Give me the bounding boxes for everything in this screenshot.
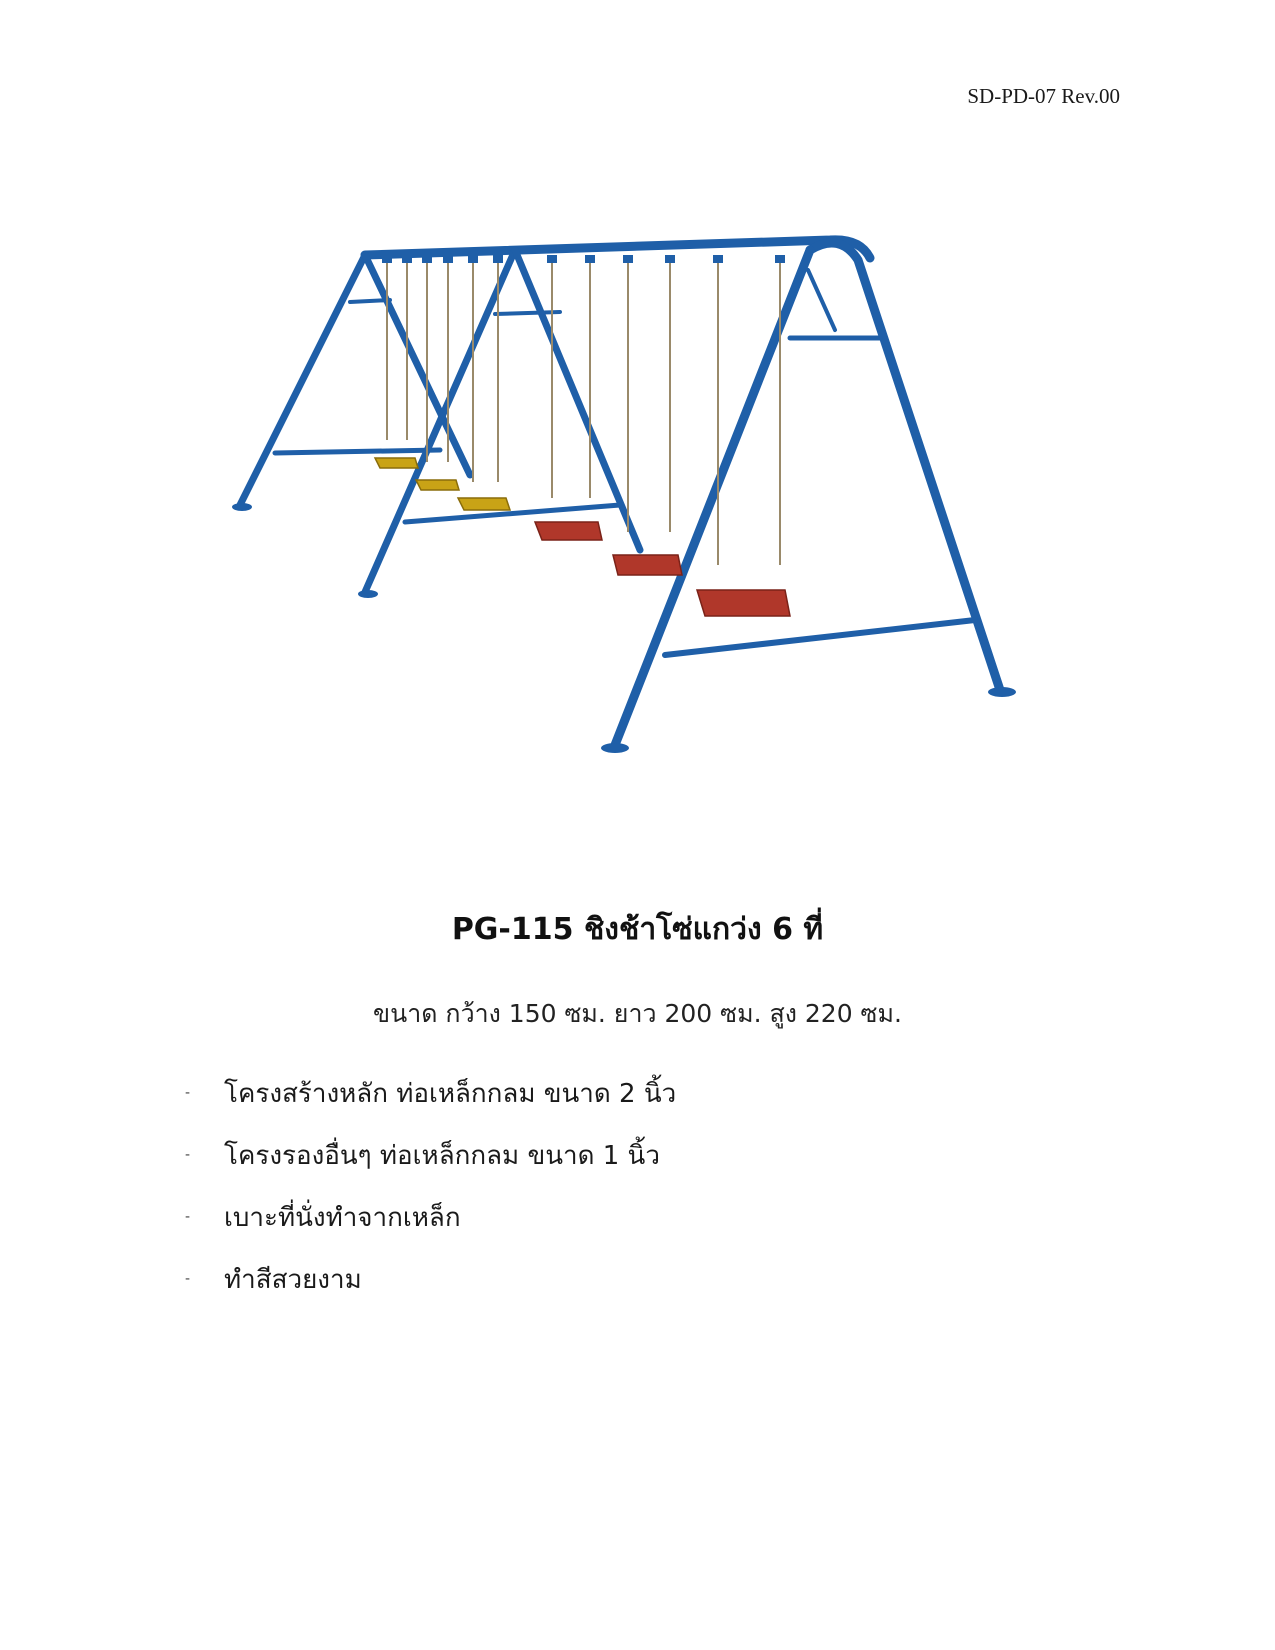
frame-brace bbox=[350, 300, 390, 302]
hanger bbox=[775, 255, 785, 263]
hanger bbox=[547, 255, 557, 263]
red-seat bbox=[535, 522, 602, 540]
frame-brace bbox=[808, 270, 835, 330]
product-dimensions: ขนาด กว้าง 150 ซม. ยาว 200 ซม. สูง 220 ซม. bbox=[373, 999, 902, 1028]
hanger bbox=[713, 255, 723, 263]
red-seat bbox=[613, 555, 682, 575]
list-item bbox=[185, 1248, 676, 1310]
hanger bbox=[443, 255, 453, 263]
frame-leg bbox=[240, 255, 365, 505]
hanger bbox=[585, 255, 595, 263]
feature-text: เบาะที่นั่งทำจากเหล็ก bbox=[224, 1202, 461, 1233]
product-title: PG-115 ชิงช้าโซ่แกว่ง 6 ที่ bbox=[451, 912, 824, 947]
feature-text: ทำสีสวยงาม bbox=[224, 1264, 362, 1295]
yellow-seat bbox=[458, 498, 510, 510]
hanger bbox=[422, 255, 432, 263]
swing-set-image bbox=[230, 230, 1090, 800]
yellow-seat bbox=[416, 480, 459, 490]
frame-foot bbox=[358, 590, 378, 598]
top-beam bbox=[365, 240, 870, 258]
hanger bbox=[468, 255, 478, 263]
hanger bbox=[382, 255, 392, 263]
swing-set-illustration bbox=[230, 230, 1090, 800]
document-code: SD-PD-07 Rev.00 bbox=[967, 84, 1120, 108]
hanger bbox=[493, 255, 503, 263]
hanger bbox=[623, 255, 633, 263]
bullet-marker: - bbox=[185, 1271, 191, 1287]
bullet-marker: - bbox=[185, 1209, 191, 1225]
feature-text: โครงรองอื่นๆ ท่อเหล็กกลม ขนาด 1 นิ้ว bbox=[224, 1140, 660, 1171]
frame-foot bbox=[988, 687, 1016, 697]
bullet-marker: - bbox=[185, 1147, 191, 1163]
frame-foot bbox=[232, 503, 252, 511]
feature-text: โครงสร้างหลัก ท่อเหล็กกลม ขนาด 2 นิ้ว bbox=[224, 1078, 677, 1109]
frame-brace bbox=[405, 505, 620, 522]
yellow-seat bbox=[375, 458, 418, 468]
frame-brace bbox=[665, 620, 975, 655]
bullet-marker: - bbox=[185, 1085, 191, 1101]
list-item bbox=[185, 1062, 676, 1124]
list-item bbox=[185, 1186, 676, 1248]
red-seat bbox=[697, 590, 790, 616]
hanger bbox=[402, 255, 412, 263]
frame-foot bbox=[601, 743, 629, 753]
feature-list bbox=[185, 1062, 676, 1310]
frame-brace bbox=[495, 312, 560, 314]
hanger bbox=[665, 255, 675, 263]
list-item bbox=[185, 1124, 676, 1186]
frame-brace bbox=[275, 450, 440, 453]
frame-leg bbox=[365, 255, 470, 475]
